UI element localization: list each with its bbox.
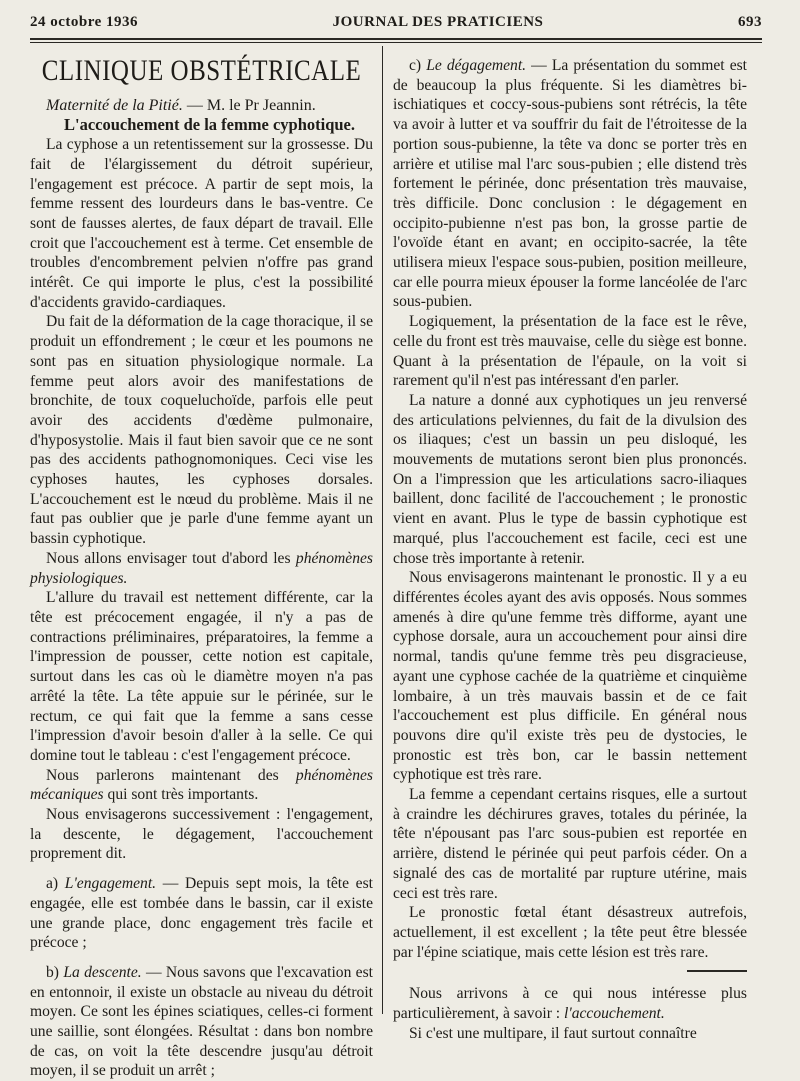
paragraph: Nous envisagerons maintenant le pronostic. Il y a eu différentes écoles ayant des avis opposés. Nous sommes amenés à dire qu'une femme très difforme, ayant une cyphose dorsale, aura un accouchement pour ainsi dire normal, tandis qu'une femme très peu disgracieuse, ayant une cyphose cachée de la quatrième et cinquième lombaire, à un très mauvais bassin et de ce fait l'accouchement est plus difficile. En général nous pouvons dire qu'il existe très peu de dystocies, le pronostic est très bon, car le bassin nettement cyphotique est très rare.: [393, 569, 747, 784]
column-divider: [382, 46, 383, 1014]
header-rule: [30, 38, 762, 43]
paragraph: Si c'est une multipare, il faut surtout connaître: [409, 1024, 697, 1042]
paragraph: [30, 549, 373, 588]
journal-name: JOURNAL DES PRATICIENS: [332, 14, 544, 30]
right-column: [393, 56, 747, 1043]
spacer: [30, 864, 373, 874]
byline-author: — M. le Pr Jeannin.: [182, 96, 316, 114]
paragraph: Logiquement, la présentation de la face est le rêve, celle du front est très mauvaise, celle du siège est bonne. Quant à la présentation de l'épaule, on la voit si rarement qu'il n'est pas intéressant d'en parler.: [393, 313, 747, 390]
byline: [30, 96, 373, 116]
item-label: a): [46, 875, 65, 893]
emphasis: Le dégagement.: [426, 57, 527, 74]
emphasis: l'accouchement.: [564, 1005, 665, 1023]
paragraph-text: — Nous savons que l'excavation est en entonnoir, il existe un obstacle au niveau du détroit moyen. Ce sont les épines sciatiques, celles-ci forment une saillie, sont élongées. Résultat : dans bon nombre de cas, on voit la tête descendre jusqu'au détroit moyen, il se produit un arrêt ;: [30, 963, 374, 1080]
left-column: [30, 56, 373, 1081]
paragraph: La nature a donné aux cyphotiques un jeu renversé des articulations pelviennes, du fait de la divulsion des os iliaques; c'est un bassin un peu disloqué, les mouvements de mutations seront bien plus prononcés. On a l'impression que les articulations sacro-iliaques baillent, donc facilité de l'accouchement ; le pronostic vient en avant. Plus le type de bassin cyphotique est marqué, plus l'accouchement est facile, ceci est une chose très importante à retenir.: [393, 391, 747, 567]
paragraph-text: Nous arrivons à ce qui nous intéresse plus particulièrement, à savoir :: [393, 985, 747, 1023]
issue-date: 24 octobre 1936: [30, 14, 139, 30]
item-label: b): [46, 963, 64, 981]
spacer: [30, 953, 373, 963]
paragraph-text: Nous parlerons maintenant des: [46, 766, 296, 784]
paragraph: [30, 963, 373, 1081]
paragraph: Nous envisagerons successivement : l'engagement, la descente, le dégagement, l'accouchement proprement dit.: [30, 806, 373, 863]
paragraph-text: — Depuis sept mois, la tête est engagée, elle est tombée dans le bassin, car il existe une grande place, donc engagement très facile et précoce ;: [30, 875, 373, 952]
paragraph: [393, 984, 747, 1023]
emphasis: phénomènes physiologiques.: [30, 549, 373, 587]
paragraph-text: qui sont très importants.: [103, 786, 259, 804]
page-number: 693: [738, 14, 762, 30]
paragraph: La cyphose a un retentissement sur la grossesse. Du fait de l'élargissement du détroit supérieur, l'engagement est précoce. A partir de sept mois, la femme ressent des lourdeurs dans le bas-ventre. Ce sont de fausses alertes, de faux départ de travail. Elle croit que l'accouchement est à terme. Cet ensemble de troubles d'encombrement pelvien n'offre pas grand intérêt. Ce qui importe le plus, c'est la possibilité d'accidents gravido-cardiaques.: [30, 136, 373, 311]
paragraph: L'allure du travail est nettement différente, car la tête est précocement engagée, il n'y a pas de contractions préliminaires, préparatoires, la femme a l'impression de pousser, cette notion est capitale, surtout dans les cas où le diamètre moyen n'a pas arrêté la tête. La tête appuie sur le périnée, sur le rectum, ce qui fait que la femme a sans cesse l'impression d'avoir besoin d'aller à la selle. Ce qui domine tout le tableau : c'est l'engagement précoce.: [30, 589, 373, 764]
emphasis: phénomènes mécaniques: [30, 766, 373, 804]
article-title: L'accouchement de la femme cyphotique.: [64, 115, 355, 135]
separator-rule: [393, 964, 747, 978]
item-label: c): [409, 57, 427, 74]
emphasis: La descente.: [63, 963, 142, 981]
byline-service: Maternité de la Pitié.: [46, 96, 183, 114]
paragraph: [393, 56, 747, 312]
emphasis: L'engagement.: [64, 875, 157, 893]
section-title: CLINIQUE OBSTÉTRICALE: [41, 55, 362, 88]
paragraph: Le pronostic fœtal étant désastreux autrefois, actuellement, il est excellent ; la tête peut être blessée par l'épine sciatique, mais cette lésion est très rare.: [393, 904, 747, 961]
paragraph: [30, 874, 373, 953]
paragraph-text: — La présentation du sommet est de beaucoup la plus fréquente. Si les diamètres bi-ischiatiques et coccy-sous-pubiens sont rétrécis, la tête va avoir à lutter et va souffrir du fait de l'étroitesse de la portion sous-pubienne, la tête va donc se porter très en arrière et utilise mal l'arc sous-pubien ; elle distend très fortement le périnée, donc présentation très mauvaise, très difficile. Donc conclusion : le dégagement en occipito-pubienne n'est pas bon, la grosse partie de l'ovoïde étant en avant; en occipito-sacrée, la tête utilisera mieux l'espace sous-pubien, position meilleure, car elle pourra mieux épouser la forme lancéolée de l'arc sous-pubien.: [393, 57, 748, 311]
paragraph: [30, 766, 373, 805]
paragraph: Du fait de la déformation de la cage thoracique, il se produit un effondrement ; le cœur et les poumons ne sont pas en situation physiologique normale. La femme peut alors avoir des manifestations de bronchite, de toux coqueluchoïde, parfois elle peut avoir des accidents d'œdème pulmonaire, d'hyposystolie. Mais il faut bien savoir que ce ne sont pas des accidents pathognomoniques. Ceci vise les cyphoses hautes, les cyphoses dorsales. L'accouchement est le nœud du problème. Mais il ne faut pas oublier que je parle d'une femme ayant un bassin cyphotique.: [30, 313, 373, 548]
paragraph-text: Nous allons envisager tout d'abord les: [46, 549, 296, 567]
running-head: [30, 14, 762, 36]
paragraph: La femme a cependant certains risques, elle a surtout à craindre les déchirures graves, totales du périnée, la tête n'épousant pas l'arc sous-pubien est reportée en arrière, distend le périnée qui peut parfois céder. On a signalé des cas de mortalité par rupture utérine, mais ceci est très rare.: [393, 786, 747, 902]
